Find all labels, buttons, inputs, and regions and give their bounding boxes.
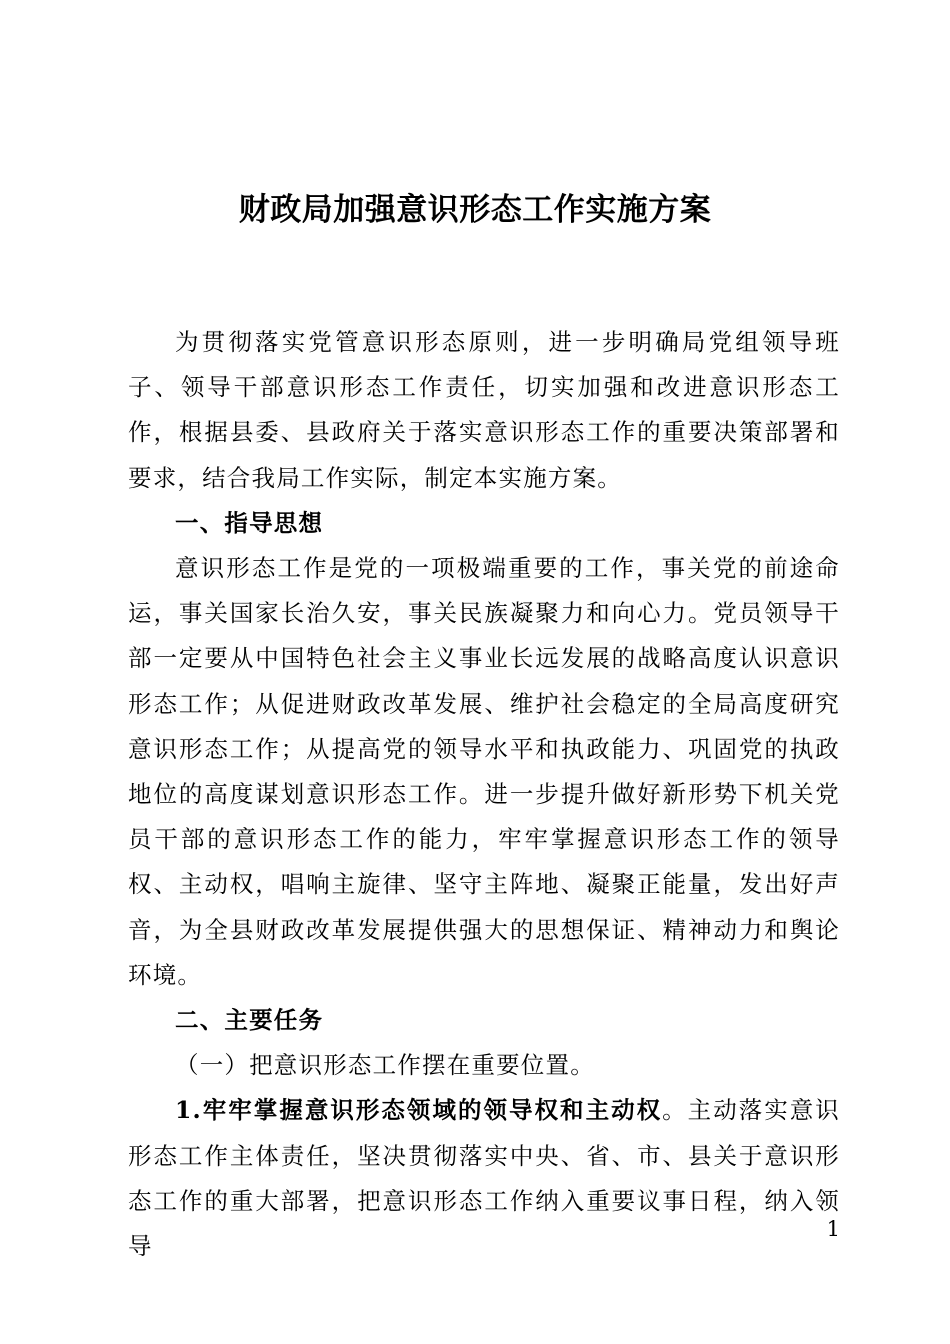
section-heading-main-tasks: 二、主要任务 xyxy=(175,1006,324,1035)
page-number: 1 xyxy=(826,1217,840,1241)
document-body xyxy=(128,320,840,1269)
item-1-lead: 1.牢牢掌握意识形态领域的领导权和主动权 xyxy=(175,1096,663,1125)
item-1-paragraph xyxy=(128,1088,840,1269)
intro-paragraph: 为贯彻落实党管意识形态原则，进一步明确局党组领导班子、领导干部意识形态工作责任，切实加强和改进意识形态工作，根据县委、县政府关于落实意识形态工作的重要决策部署和要求，结合我局工作实际，制定本实施方案。 xyxy=(128,328,840,492)
section-heading-guiding-ideology: 一、指导思想 xyxy=(175,508,324,537)
subsection-heading: （一）把意识形态工作摆在重要位置。 xyxy=(175,1051,595,1080)
document-title: 财政局加强意识形态工作实施方案 xyxy=(238,192,712,228)
guiding-ideology-paragraph: 意识形态工作是党的一项极端重要的工作，事关党的前途命运，事关国家长治久安，事关民族凝聚力和向心力。党员领导干部一定要从中国特色社会主义事业长远发展的战略高度认识意识形态工作；从促进财政改革发展、维护社会稳定的全局高度研究意识形态工作；从提高党的领导水平和执政能力、巩固党的执政地位的高度谋划意识形态工作。进一步提升做好新形势下机关党员干部的意识形态工作的能力，牢牢掌握意识形态工作的领导权、主动权，唱响主旋律、坚守主阵地、凝聚正能量，发出好声音，为全县财政改革发展提供强大的思想保证、精神动力和舆论环境。 xyxy=(128,554,840,989)
item-1-body: 。主动落实意识形态工作主体责任，坚决贯彻落实中央、省、市、县关于意识形态工作的重大部署，把意识形态工作纳入重要议事日程，纳入领导 xyxy=(128,1096,840,1261)
